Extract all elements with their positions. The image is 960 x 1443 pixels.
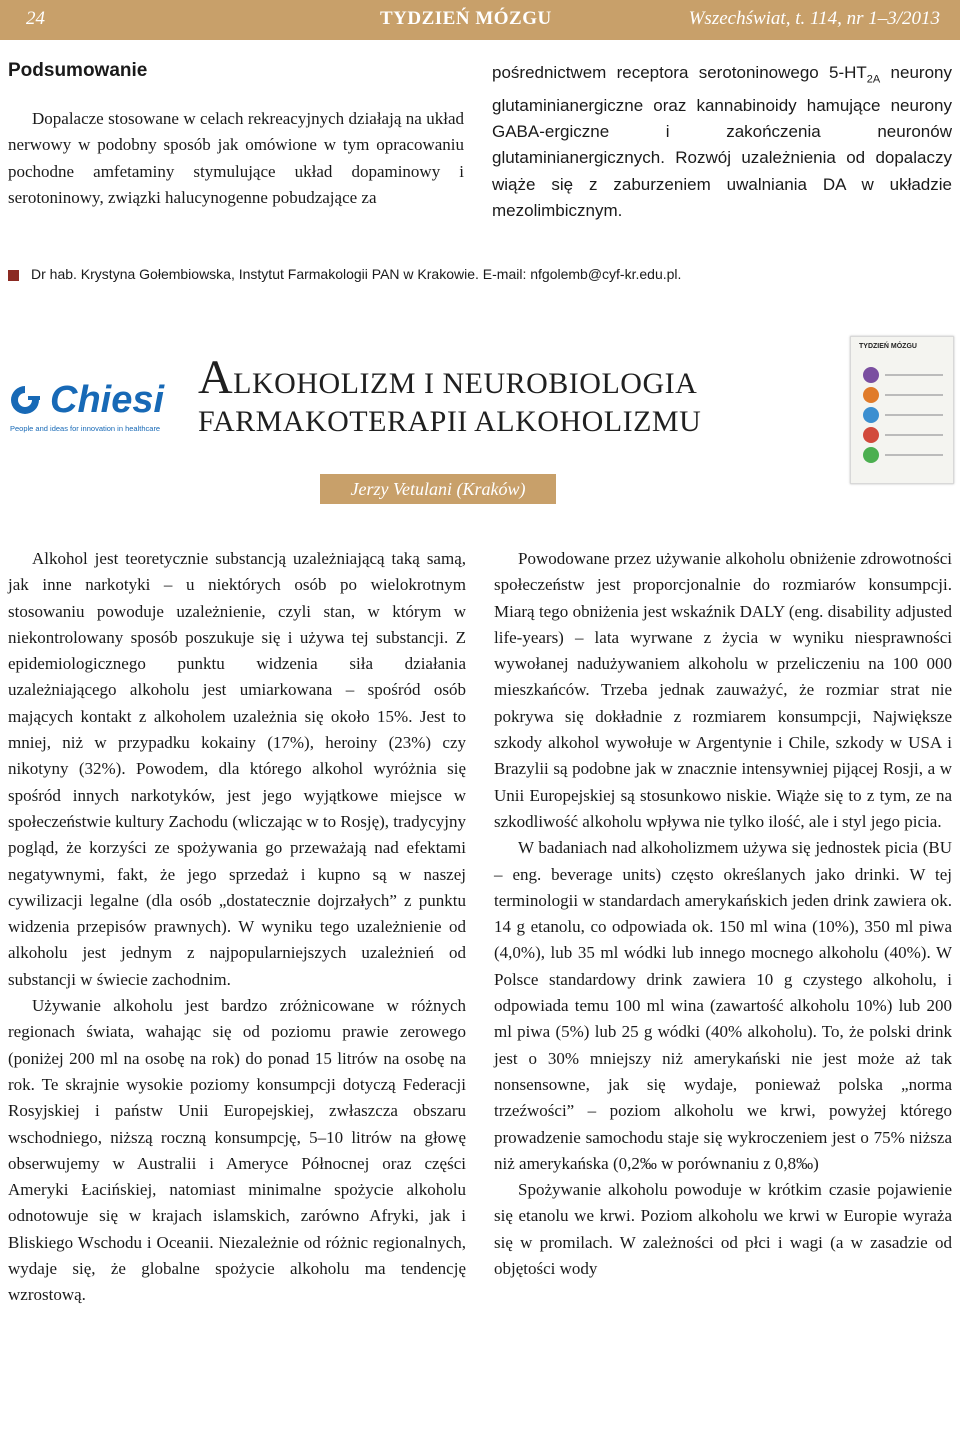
- affiliation-text: Dr hab. Krystyna Gołembiowska, Instytut Farmakologii PAN w Krakowie. E-mail: nfgolemb@cyf-kr.edu.pl.: [31, 266, 682, 282]
- page-header: [0, 0, 960, 40]
- body-paragraph: Używanie alkoholu jest bardzo zróżnicowane w różnych regionach świata, wahając się od poziomu prawie zerowego (poniżej 200 ml na osobę na rok) do ponad 15 litrów na osobę na rok. Te skrajnie wysokie poziomy konsumpcji dotyczą Federacji Rosyjskiej i państw Unii Europejskiej, zwłaszcza obszaru wschodniego, niższą roczną konsumpcję, 5–10 litrów na głowę obserwujemy w Australii i Ameryce Północnej oraz części Ameryki Łacińskiej, natomiast minimalne spożycie alkoholu odnotowuje się w krajach islamskich, zarówno Afryki, jak i Bliskiego Wschodu i Oceanii. Niezależnie od różnic regionalnych, wydaje się, że globalne spożycie alkoholu ma tendencję wzrostową.: [8, 996, 466, 1305]
- magazine-cover-thumbnail: [850, 336, 954, 484]
- cover-line: [885, 454, 943, 456]
- cover-dot: [863, 407, 879, 423]
- author-affiliation: [8, 266, 681, 282]
- title-initial: A: [198, 351, 234, 404]
- title-line1-rest: LKOHOLIZM I NEUROBIOLOGIA: [233, 367, 698, 400]
- summary-right-text-b: neurony glutaminianergiczne oraz kannabinoidy hamujące neurony GABA-ergiczne i zakończenia neuronów glutaminianergicznych. Rozwój uzależnienia od dopalaczy wiąże się z zaburzeniem uwalniania DA w układzie mezolimbicznym.: [492, 63, 952, 220]
- logo-wordmark: Chiesi: [50, 379, 165, 421]
- cover-line: [885, 434, 943, 436]
- cover-dot: [863, 367, 879, 383]
- article-author: Jerzy Vetulani (Kraków): [320, 474, 556, 504]
- article-left-column: [8, 546, 466, 1309]
- cover-dot: [863, 387, 879, 403]
- article-title: [198, 351, 848, 438]
- cover-line: [885, 394, 943, 396]
- logo-tagline: People and ideas for innovation in healthcare: [10, 424, 161, 433]
- chiesi-logo: [8, 378, 168, 438]
- section-title: TYDZIEŃ MÓZGU: [380, 8, 552, 29]
- body-paragraph: Powodowane przez używanie alkoholu obniżenie zdrowotności społeczeństw jest proporcjonalnie do rozmiarów konsumpcji. Miarą tego obniżenia jest wskaźnik DALY (eng. disability adjusted life-years) – lata wyrwane z życia w wyniku niesprawności wywołanej nadużywaniem alkoholu w przeliczeniu na 100 000 mieszkańców. Trzeba jednak zauważyć, że rozmiar strat nie pokrywa się dokładnie z rozmiarem konsumpcji, Największe szkody alkohol wywołuje w Argentynie i Chile, szkody w USA i Brazylii są podobne jak w znacznie intensywniej pijącej Rosji, a w Unii Europejskiej są stosunkowo niskie. Wiąże się to z tym, ze na szkodliwość alkoholu wpływa nie tylko ilość, ale i styl jego picia.: [494, 549, 952, 831]
- summary-heading: Podsumowanie: [8, 60, 148, 81]
- summary-paragraph-right: [492, 60, 952, 224]
- article-title-line1: [198, 351, 848, 406]
- cover-line: [885, 374, 943, 376]
- summary-left-column: [8, 106, 464, 211]
- chiesi-mark-icon: [8, 384, 42, 416]
- page-number: 24: [26, 8, 45, 29]
- bullet-square-icon: [8, 270, 19, 281]
- summary-right-text-a: pośrednictwem receptora serotoninowego 5-HT: [492, 63, 867, 82]
- summary-right-column: [492, 60, 952, 224]
- journal-citation: Wszechświat, t. 114, nr 1–3/2013: [688, 8, 940, 29]
- cover-dot: [863, 447, 879, 463]
- body-paragraph: W badaniach nad alkoholizmem używa się jednostek picia (BU – eng. beverage units) często określanych jako drinki. W tej terminologii w standardach amerykańskich jeden drink zawiera ok. 14 g etanolu, co odpowiada ok. 150 ml wina (10%), 350 ml piwa (4,0%), lub 35 ml wódki lub innego mocnego alkoholu (40%). W Polsce standardowy drink zawiera 10 g czystego alkoholu, i odpowiada temu 100 ml wina (zawartość alkoholu 10%) lub 200 ml piwa (5%) lub 25 g wódki (40% alkoholu). To, że polski drink jest o 30% mniejszy niż amerykański nie jest może aż tak nonsensowne, jak się wydaje, ponieważ polska „norma trzeźwości” – poziom alkoholu we krwi, powyżej którego prowadzenie samochodu staje się wykroczeniem jest o 75% niższa niż amerykańska (0,2‰ w porównaniu z 0,8‰): [494, 838, 952, 1173]
- summary-paragraph-left: Dopalacze stosowane w celach rekreacyjnych działają na układ nerwowy w podobny sposób jak omówione w tym opracowaniu pochodne amfetaminy stymulujące układ dopaminowy i serotoninowy, związki halucynogenne pobudzające za: [8, 109, 464, 207]
- body-paragraph: Spożywanie alkoholu powoduje w krótkim czasie pojawienie się etanolu we krwi. Poziom alkoholu we krwi w Europie wyraża się w promilach. W zależności od płci i wagi (a w zasadzie od objętości wody: [494, 1180, 952, 1279]
- cover-title: TYDZIEŃ MÓZGU: [859, 343, 917, 350]
- article-title-line2: FARMAKOTERAPII ALKOHOLIZMU: [198, 405, 702, 438]
- article-right-column: [494, 546, 952, 1282]
- cover-line: [885, 414, 943, 416]
- cover-dot: [863, 427, 879, 443]
- body-paragraph: Alkohol jest teoretycznie substancją uzależniającą taką samą, jak inne narkotyki – u niektórych osób po wielokrotnym stosowaniu powoduje uzależnienie, czyli stan, w którym w niekontrolowany sposób poszukuje się i używa tej substancji. Z epidemiologicznego punktu widzenia siła działania uzależniającego alkoholu jest umiarkowana – spośród osób mających kontakt z alkoholem uzależnia się około 15%. Jest to mniej, niż w przypadku kokainy (17%), heroiny (23%) czy nikotyny (32%). Powodem, dla którego alkohol wyróżnia się spośród innych narkotyków, jest jego wyjątkowe miejsce w społeczeństwie kultury Zachodu (wliczając w to Rosję), tradycyjny pogląd, że korzyści ze spożywania go przeważają nad efektami negatywnymi, fakt, że jego sprzedaż i kupno są w naszej cywilizacji legalne (dla osób „dostatecznie dojrzałych” z punktu widzenia przepisów prawnych). W wyniku tego uzależnienie od alkoholu jest jednym z najpopularniejszych uzależnień od substancji w świecie zachodnim.: [8, 549, 466, 989]
- receptor-subscript: 2A: [866, 73, 881, 86]
